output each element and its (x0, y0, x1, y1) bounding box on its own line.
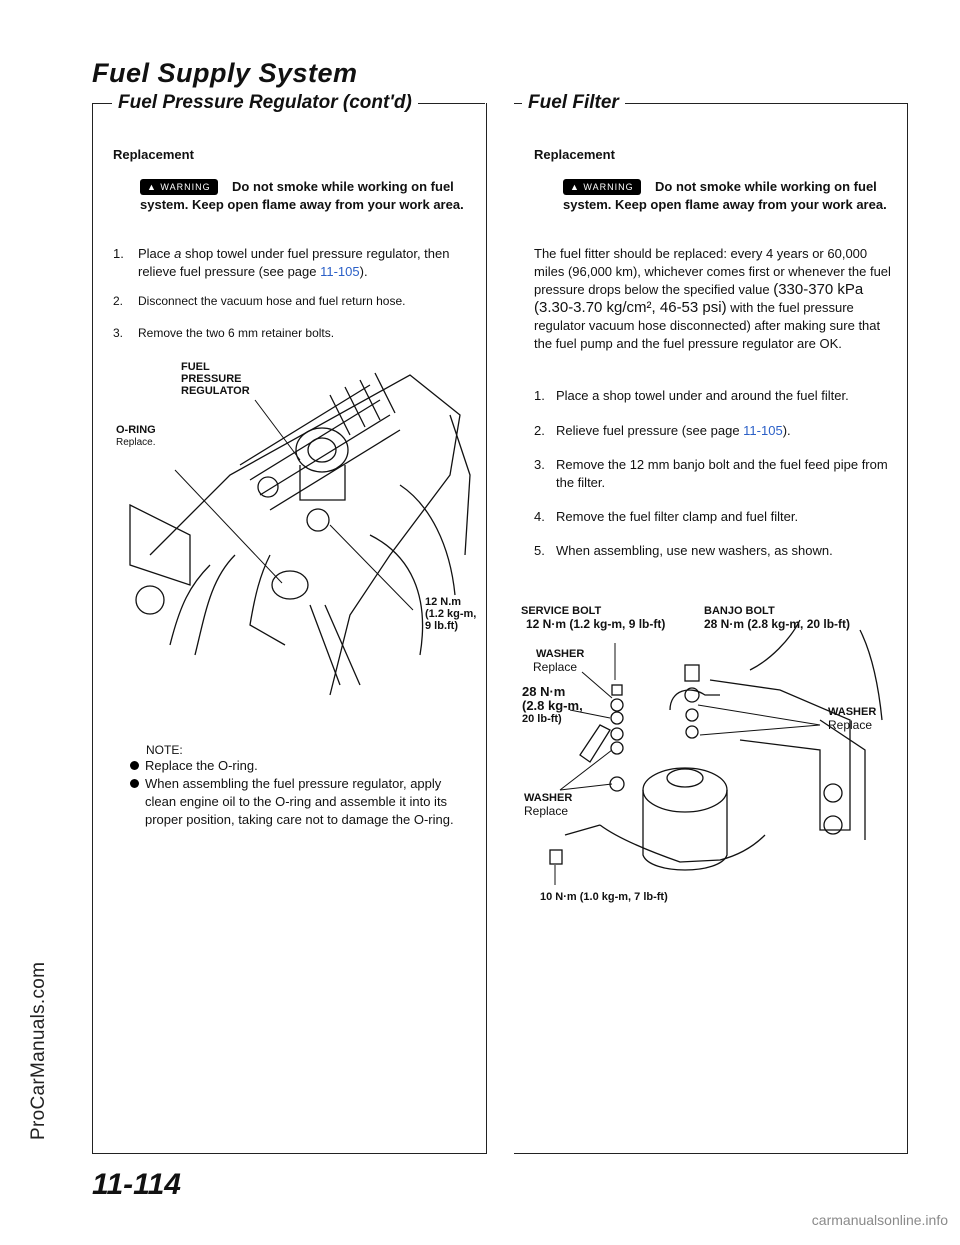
right-step-1: 1. Place a shop towel under and around the fuel filter. (534, 388, 849, 403)
footer-watermark: carmanualsonline.info (811, 1212, 948, 1228)
label-torque-28-c: 20 lb-ft) (522, 713, 562, 725)
bullet-icon (130, 779, 139, 788)
page-title: Fuel Supply System (92, 58, 358, 88)
left-section-heading: Fuel Pressure Regulator (cont'd) (112, 92, 418, 114)
right-warning (563, 178, 898, 214)
label-washer-1: WASHER (536, 648, 585, 660)
left-step-1: 1. Place a shop towel under fuel pressure regulator, then relieve fuel pressure (see page 11-105). (113, 246, 450, 279)
note-title: NOTE: (146, 743, 183, 757)
right-step-2: 2. Relieve fuel pressure (see page 11-105). (534, 423, 791, 438)
label-washer-1-replace: Replace (533, 660, 578, 674)
side-watermark: ProCarManuals.com (28, 961, 49, 1140)
fuel-pressure-regulator-diagram (110, 355, 480, 725)
label-washer-3-replace: Replace (524, 804, 569, 818)
label-washer-3: WASHER (524, 792, 573, 804)
label-service-bolt-torque: 12 N·m (1.2 kg-m, 9 lb-ft) (526, 617, 666, 631)
label-torque-10: 10 N·m (1.0 kg-m, 7 lb-ft) (540, 891, 668, 903)
label-torque-28-a: 28 N·m (522, 684, 566, 699)
left-subheading: Replacement (113, 147, 194, 162)
left-step-3: 3. Remove the two 6 mm retainer bolts. (113, 326, 335, 340)
left-warning-text: Do not smoke while working on fuel system. Keep open flame away from your work area. (140, 179, 464, 212)
page-link-11-105[interactable]: 11-105 (743, 423, 783, 438)
left-warning (140, 178, 475, 214)
label-banjo-bolt-torque: 28 N·m (2.8 kg-m, 20 lb-ft) (704, 617, 851, 631)
label-service-bolt: SERVICE BOLT (521, 605, 602, 617)
left-step-2: 2. Disconnect the vacuum hose and fuel return hose. (113, 294, 406, 308)
label-washer-2: WASHER (828, 706, 877, 718)
warning-badge: ▲ WARNING (563, 179, 641, 195)
label-regulator-torque: 12 N.m (1.2 kg-m, 9 lb.ft) (425, 596, 477, 632)
note-2: When assembling the fuel pressure regulator, apply clean engine oil to the O-ring and assemble it into its proper position, taking care not to damage the O-ring. (130, 775, 475, 829)
label-washer-2-replace: Replace (828, 718, 873, 732)
label-banjo-bolt: BANJO BOLT (704, 605, 775, 617)
right-step-4: 4. Remove the fuel filter clamp and fuel filter. (534, 509, 799, 524)
right-section-heading: Fuel Filter (522, 92, 625, 114)
label-o-ring: O-RING (116, 424, 156, 436)
right-subheading: Replacement (534, 147, 615, 162)
page-number: 11-114 (92, 1168, 181, 1201)
label-fuel-pressure-regulator: FUEL PRESSURE REGULATOR (181, 361, 250, 397)
bullet-icon (130, 761, 139, 770)
warning-badge: ▲ WARNING (140, 179, 218, 195)
page-link-11-105[interactable]: 11-105 (320, 264, 360, 279)
right-intro: The fuel fitter should be replaced: every 4 years or 60,000 miles (96,000 km), whichever comes first or whenever the fuel pressure drops below the specified value (330-370 kPa (3.30-3.70 kg/cm², 46-53 psi) with the fuel pressure regulator vacuum hose disconnected) after making sure that the fuel pump and the fuel pressure regulator are OK. (534, 246, 891, 351)
right-step-3: 3. Remove the 12 mm banjo bolt and the fuel feed pipe from the filter. (534, 457, 888, 490)
right-step-5: 5. When assembling, use new washers, as shown. (534, 543, 833, 558)
label-o-ring-replace: Replace. (116, 437, 156, 448)
note-1: Replace the O-ring. (130, 757, 475, 775)
label-torque-28-b: (2.8 kg-m, (522, 698, 583, 713)
pressure-spec: (330-370 kPa (3.30-3.70 kg/cm², 46-53 psi) (534, 281, 864, 316)
right-warning-text: Do not smoke while working on fuel system. Keep open flame away from your work area. (563, 179, 887, 212)
